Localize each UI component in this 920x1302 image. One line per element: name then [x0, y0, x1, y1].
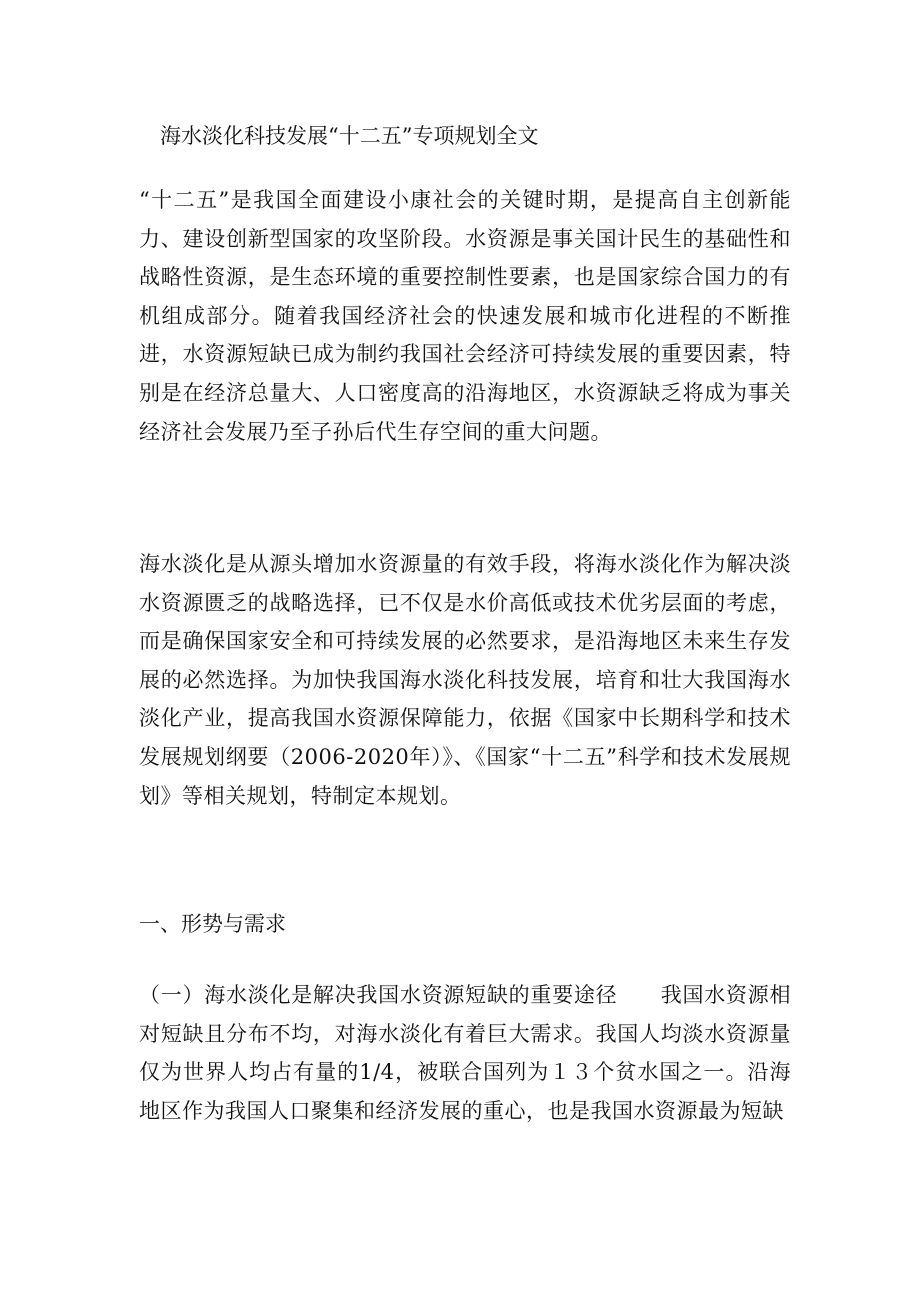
document-title: 海水淡化科技发展“十二五”专项规划全文 — [160, 124, 539, 148]
paragraph-desalination-purpose: 海水淡化是从源头增加水资源量的有效手段，将海水淡化作为解决淡水资源匮乏的战略选择，已不仅是水价高低或技术优劣层面的考虑，而是确保国家安全和可持续发展的必然要求，是沿海地区未来生存发展的必然选择。为加快我国海水淡化科技发展，培育和壮大我国海水淡化产业，提高我国水资源保障能力，依据《国家中长期科学和技术发展规划纲要（2006-2020年）》、《国家“十二五”科学和技术发展规划》等相关规划，特制定本规划。 — [139, 552, 791, 808]
paragraph-situation: （一）海水淡化是解决我国水资源短缺的重要途径 我国水资源相对短缺且分布不均，对海水淡化有着巨大需求。我国人均淡水资源量仅为世界人均占有量的1/4，被联合国列为１３个贫水国之一。沿海地区作为我国人口聚集和经济发展的重心，也是我国水资源最为短缺 — [139, 983, 791, 1123]
paragraph-intro: “十二五”是我国全面建设小康社会的关键时期，是提高自主创新能力、建设创新型国家的攻坚阶段。水资源是事关国计民生的基础性和战略性资源，是生态环境的重要控制性要素，也是国家综合国力的有机组成部分。随着我国经济社会的快速发展和城市化进程的不断推进，水资源短缺已成为制约我国社会经济可持续发展的重要因素，特别是在经济总量大、人口密度高的沿海地区，水资源缺乏将成为事关经济社会发展乃至子孙后代生存空间的重大问题。 — [139, 188, 791, 444]
section-heading: 一、形势与需求 — [139, 912, 286, 936]
